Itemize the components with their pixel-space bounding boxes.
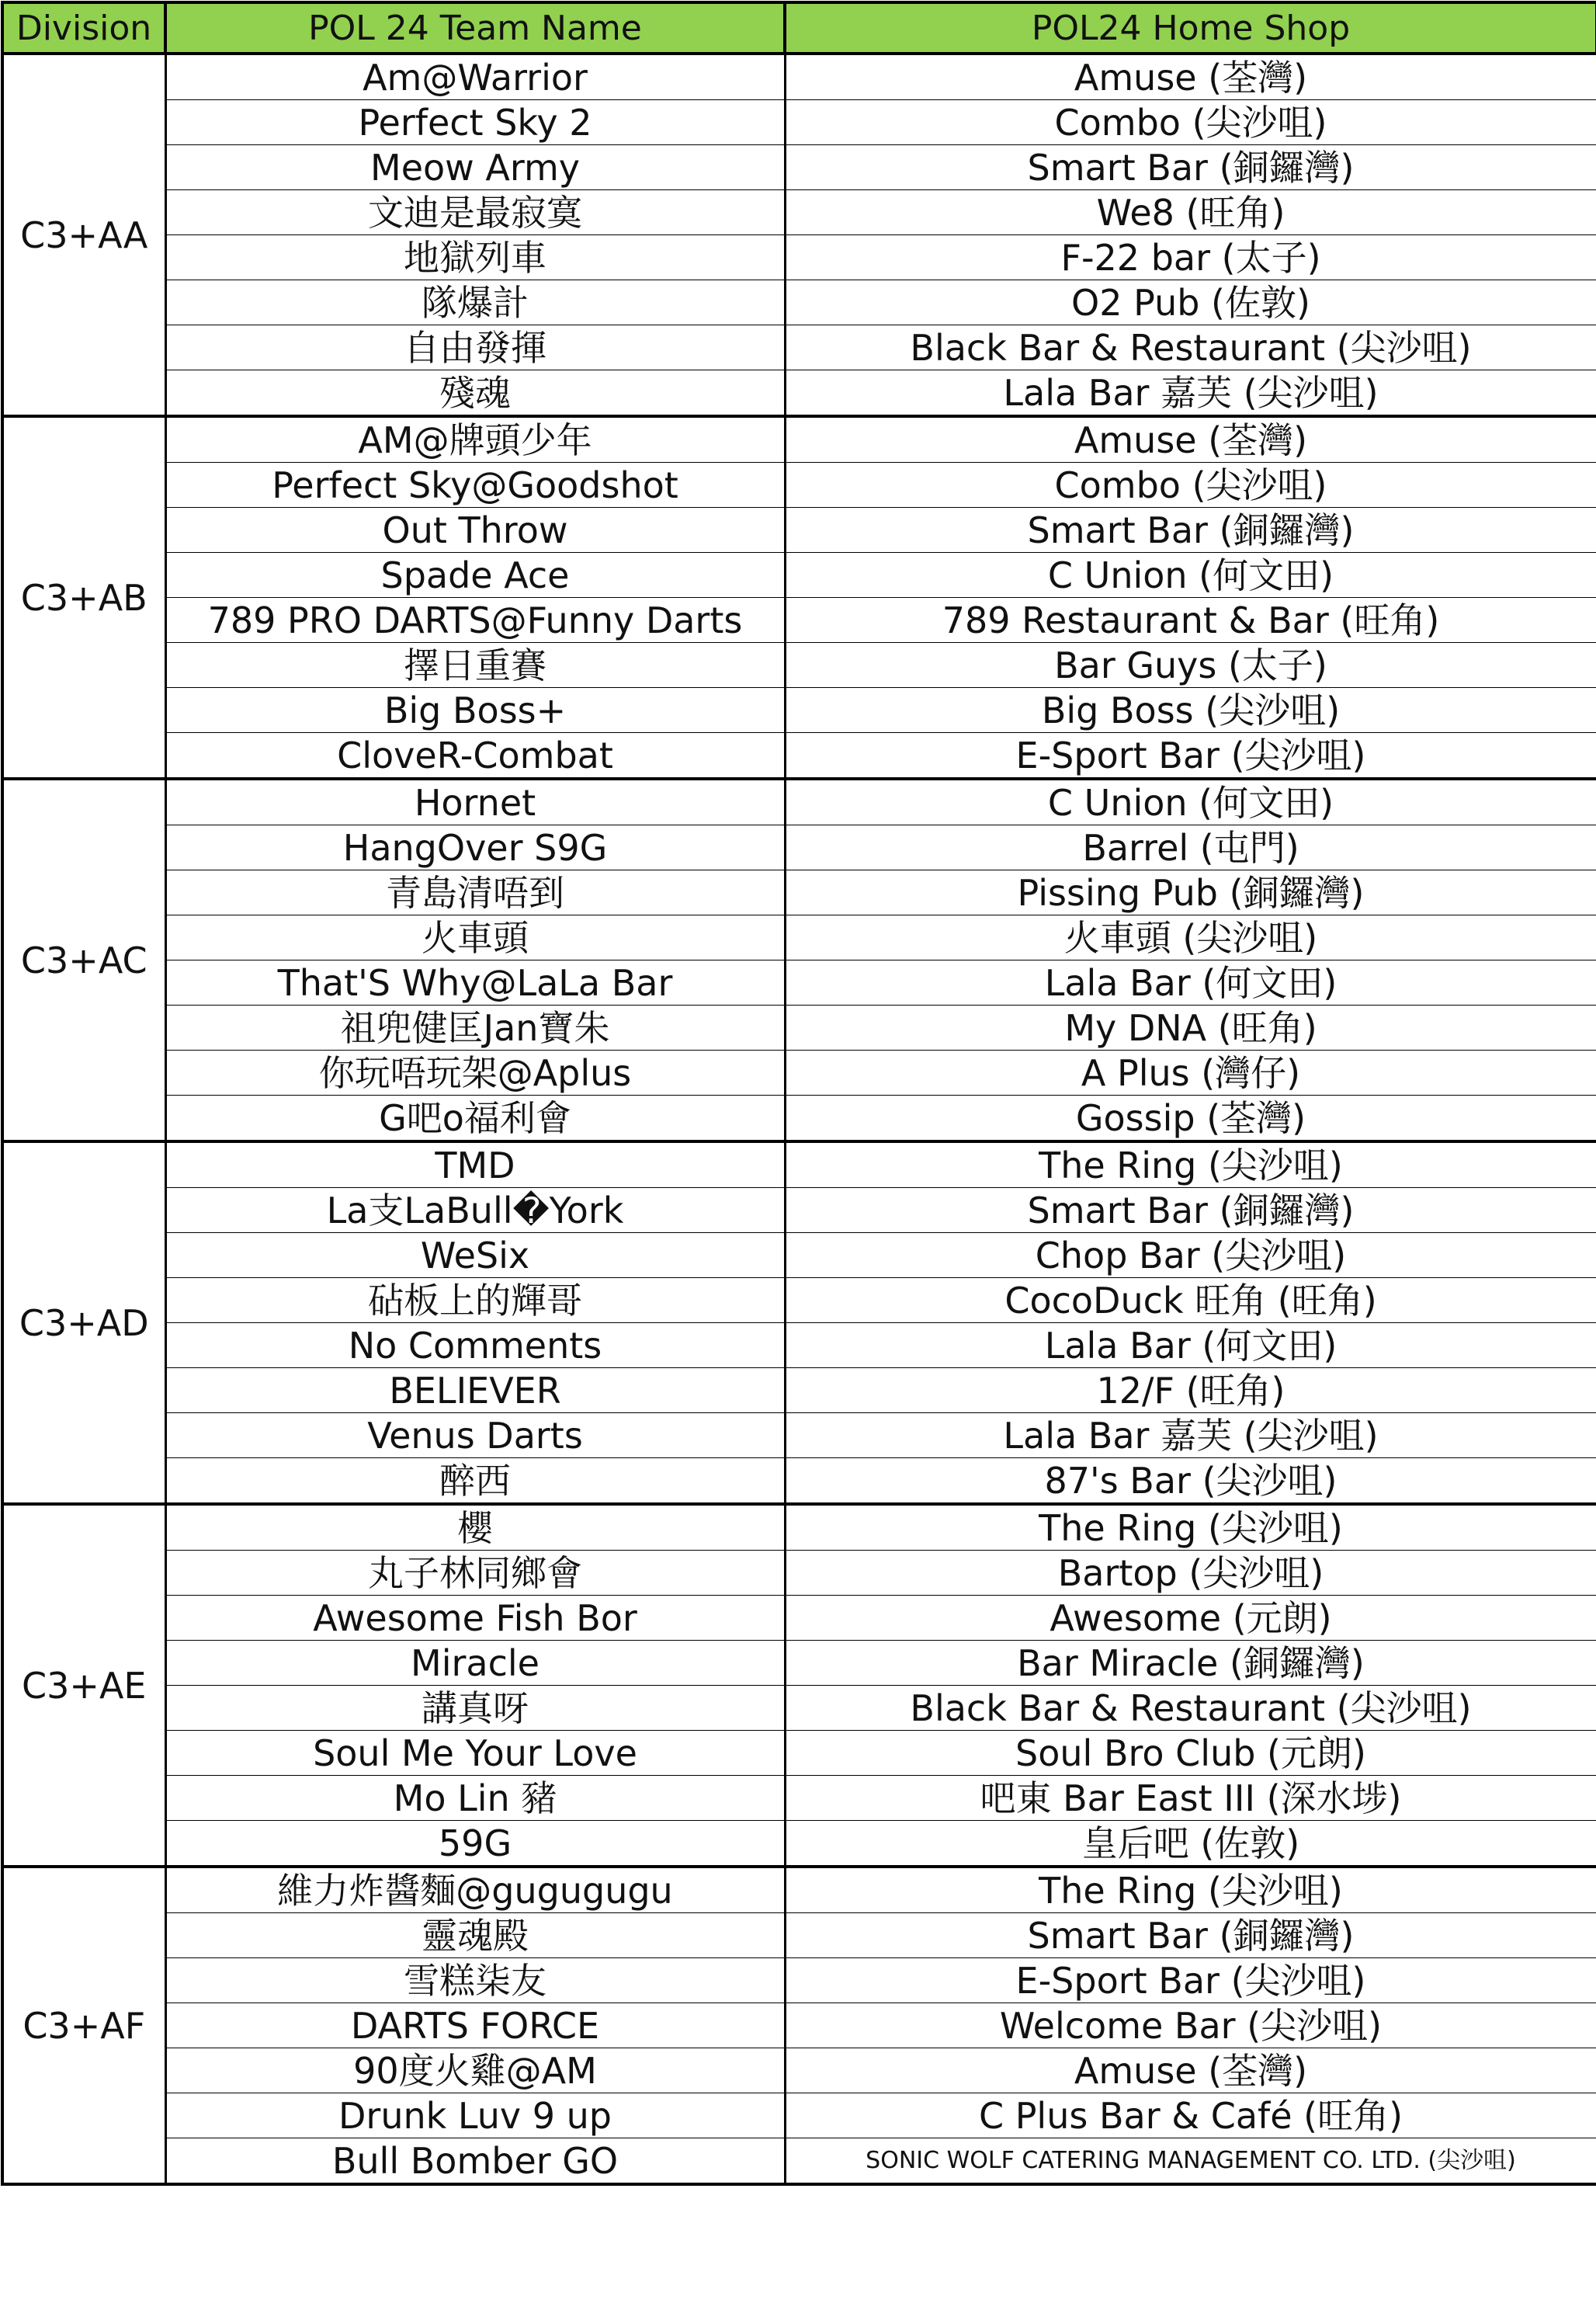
division-cell: C3+AA [2, 54, 165, 416]
team-name-cell: HangOver S9G [165, 825, 785, 870]
table-row [2, 1686, 1596, 1731]
team-name-cell: 維力炸醬麵@gugugugu [165, 1867, 785, 1913]
table-row [2, 100, 1596, 145]
table-row [2, 733, 1596, 780]
table-row [2, 1913, 1596, 1958]
table-row [2, 1278, 1596, 1323]
home-shop-cell: A Plus (灣仔) [785, 1051, 1596, 1096]
division-table [1, 1, 1596, 2186]
home-shop-cell: The Ring (尖沙咀) [785, 1141, 1596, 1188]
team-name-cell: Soul Me Your Love [165, 1731, 785, 1776]
table-row [2, 416, 1596, 463]
home-shop-cell: Bar Guys (太子) [785, 643, 1596, 688]
home-shop-cell: F-22 bar (太子) [785, 235, 1596, 280]
home-shop-cell: The Ring (尖沙咀) [785, 1867, 1596, 1913]
home-shop-cell: Lala Bar 嘉芙 (尖沙咀) [785, 370, 1596, 417]
home-shop-cell: Amuse (荃灣) [785, 416, 1596, 463]
home-shop-cell: 皇后吧 (佐敦) [785, 1821, 1596, 1867]
team-name-cell: 砧板上的輝哥 [165, 1278, 785, 1323]
home-shop-cell: Smart Bar (銅鑼灣) [785, 145, 1596, 190]
home-shop-cell: Smart Bar (銅鑼灣) [785, 1188, 1596, 1233]
table-row [2, 643, 1596, 688]
division-cell: C3+AB [2, 416, 165, 779]
table-row [2, 1958, 1596, 2003]
table-body [2, 54, 1596, 2184]
home-shop-cell: Combo (尖沙咀) [785, 100, 1596, 145]
team-name-cell: Bull Bomber GO [165, 2138, 785, 2185]
home-shop-cell: Combo (尖沙咀) [785, 463, 1596, 508]
table-row [2, 325, 1596, 370]
home-shop-cell: 吧東 Bar East III (深水埗) [785, 1776, 1596, 1821]
home-shop-cell: Gossip (荃灣) [785, 1096, 1596, 1142]
home-shop-cell: Black Bar & Restaurant (尖沙咀) [785, 1686, 1596, 1731]
team-name-cell: 講真呀 [165, 1686, 785, 1731]
team-name-cell: WeSix [165, 1233, 785, 1278]
home-shop-cell: The Ring (尖沙咀) [785, 1504, 1596, 1551]
table-row [2, 2138, 1596, 2185]
table-row [2, 235, 1596, 280]
table-row [2, 688, 1596, 733]
table-row [2, 1458, 1596, 1505]
team-name-cell: BELIEVER [165, 1368, 785, 1413]
home-shop-cell: Smart Bar (銅鑼灣) [785, 508, 1596, 553]
header-home-shop: POL24 Home Shop [785, 2, 1596, 54]
table-row [2, 1867, 1596, 1913]
table-row [2, 553, 1596, 598]
team-name-cell: Meow Army [165, 145, 785, 190]
team-name-cell: Perfect Sky@Goodshot [165, 463, 785, 508]
team-name-cell: Spade Ace [165, 553, 785, 598]
home-shop-cell: 火車頭 (尖沙咀) [785, 915, 1596, 960]
table-row [2, 1551, 1596, 1596]
table-row [2, 1596, 1596, 1641]
table-row [2, 190, 1596, 235]
team-name-cell: That'S Why@LaLa Bar [165, 960, 785, 1006]
division-cell: C3+AF [2, 1867, 165, 2184]
table-row [2, 1188, 1596, 1233]
team-name-cell: 雪糕柒友 [165, 1958, 785, 2003]
header-division: Division [2, 2, 165, 54]
table-row [2, 960, 1596, 1006]
team-name-cell: Drunk Luv 9 up [165, 2093, 785, 2138]
team-name-cell: 59G [165, 1821, 785, 1867]
home-shop-cell: C Union (何文田) [785, 553, 1596, 598]
team-name-cell: Awesome Fish Bor [165, 1596, 785, 1641]
team-name-cell: 90度火雞@AM [165, 2048, 785, 2093]
team-name-cell: 火車頭 [165, 915, 785, 960]
table-row [2, 870, 1596, 915]
team-name-cell: 丸子林同鄉會 [165, 1551, 785, 1596]
team-name-cell: 醉西 [165, 1458, 785, 1505]
table-row [2, 145, 1596, 190]
home-shop-cell: Lala Bar (何文田) [785, 960, 1596, 1006]
table-row [2, 779, 1596, 825]
table-row [2, 915, 1596, 960]
team-name-cell: DARTS FORCE [165, 2003, 785, 2048]
team-name-cell: AM@牌頭少年 [165, 416, 785, 463]
table-row [2, 1006, 1596, 1051]
team-name-cell: Miracle [165, 1641, 785, 1686]
division-cell: C3+AE [2, 1504, 165, 1867]
home-shop-cell: 789 Restaurant & Bar (旺角) [785, 598, 1596, 643]
table-row [2, 1368, 1596, 1413]
division-cell: C3+AD [2, 1141, 165, 1504]
team-name-cell: No Comments [165, 1323, 785, 1368]
table-row [2, 463, 1596, 508]
home-shop-cell: CocoDuck 旺角 (旺角) [785, 1278, 1596, 1323]
team-name-cell: 自由發揮 [165, 325, 785, 370]
home-shop-cell: E-Sport Bar (尖沙咀) [785, 1958, 1596, 2003]
table-row [2, 1731, 1596, 1776]
home-shop-cell: Pissing Pub (銅鑼灣) [785, 870, 1596, 915]
team-name-cell: TMD [165, 1141, 785, 1188]
team-name-cell: 文迪是最寂寞 [165, 190, 785, 235]
table-row [2, 1051, 1596, 1096]
header-row [2, 2, 1596, 54]
home-shop-cell: SONIC WOLF CATERING MANAGEMENT CO. LTD. (尖沙咀) [785, 2138, 1596, 2185]
home-shop-cell: C Plus Bar & Café (旺角) [785, 2093, 1596, 2138]
team-name-cell: 隊爆計 [165, 280, 785, 325]
team-name-cell: Perfect Sky 2 [165, 100, 785, 145]
home-shop-cell: Lala Bar 嘉芙 (尖沙咀) [785, 1413, 1596, 1458]
home-shop-cell: Bartop (尖沙咀) [785, 1551, 1596, 1596]
home-shop-cell: 12/F (旺角) [785, 1368, 1596, 1413]
team-name-cell: Hornet [165, 779, 785, 825]
team-name-cell: 櫻 [165, 1504, 785, 1551]
home-shop-cell: 87's Bar (尖沙咀) [785, 1458, 1596, 1505]
team-name-cell: 789 PRO DARTS@Funny Darts [165, 598, 785, 643]
table-row [2, 1776, 1596, 1821]
team-name-cell: G吧o福利會 [165, 1096, 785, 1142]
team-name-cell: 擇日重賽 [165, 643, 785, 688]
home-shop-cell: O2 Pub (佐敦) [785, 280, 1596, 325]
table-row [2, 1413, 1596, 1458]
table-row [2, 1233, 1596, 1278]
header-team-name: POL 24 Team Name [165, 2, 785, 54]
table-row [2, 825, 1596, 870]
home-shop-cell: My DNA (旺角) [785, 1006, 1596, 1051]
team-name-cell: Venus Darts [165, 1413, 785, 1458]
home-shop-cell: E-Sport Bar (尖沙咀) [785, 733, 1596, 780]
home-shop-cell: Welcome Bar (尖沙咀) [785, 2003, 1596, 2048]
team-name-cell: 祖兜健匡Jan寶朱 [165, 1006, 785, 1051]
team-name-cell: 地獄列車 [165, 235, 785, 280]
table-row [2, 1323, 1596, 1368]
division-cell: C3+AC [2, 779, 165, 1141]
table-row [2, 508, 1596, 553]
table-row [2, 598, 1596, 643]
home-shop-cell: Barrel (屯門) [785, 825, 1596, 870]
table-row [2, 1641, 1596, 1686]
home-shop-cell: C Union (何文田) [785, 779, 1596, 825]
home-shop-cell: Chop Bar (尖沙咀) [785, 1233, 1596, 1278]
table-row [2, 1096, 1596, 1142]
table-row [2, 370, 1596, 417]
table-row [2, 1504, 1596, 1551]
table-row [2, 2093, 1596, 2138]
team-name-cell: 靈魂殿 [165, 1913, 785, 1958]
table-row [2, 54, 1596, 100]
table-row [2, 280, 1596, 325]
table-row [2, 1821, 1596, 1867]
team-name-cell: 殘魂 [165, 370, 785, 417]
table-row [2, 2048, 1596, 2093]
table-row [2, 1141, 1596, 1188]
team-name-cell: CloveR-Combat [165, 733, 785, 780]
team-name-cell: Out Throw [165, 508, 785, 553]
home-shop-cell: Amuse (荃灣) [785, 2048, 1596, 2093]
team-name-cell: La支LaBull�York [165, 1188, 785, 1233]
home-shop-cell: We8 (旺角) [785, 190, 1596, 235]
team-name-cell: 你玩唔玩架@Aplus [165, 1051, 785, 1096]
home-shop-cell: Amuse (荃灣) [785, 54, 1596, 100]
home-shop-cell: Black Bar & Restaurant (尖沙咀) [785, 325, 1596, 370]
home-shop-cell: Bar Miracle (銅鑼灣) [785, 1641, 1596, 1686]
team-name-cell: Am@Warrior [165, 54, 785, 100]
home-shop-cell: Lala Bar (何文田) [785, 1323, 1596, 1368]
team-name-cell: 青島清唔到 [165, 870, 785, 915]
home-shop-cell: Soul Bro Club (元朗) [785, 1731, 1596, 1776]
table-row [2, 2003, 1596, 2048]
home-shop-cell: Smart Bar (銅鑼灣) [785, 1913, 1596, 1958]
home-shop-cell: Awesome (元朗) [785, 1596, 1596, 1641]
team-name-cell: Big Boss+ [165, 688, 785, 733]
team-name-cell: Mo Lin 豬 [165, 1776, 785, 1821]
home-shop-cell: Big Boss (尖沙咀) [785, 688, 1596, 733]
